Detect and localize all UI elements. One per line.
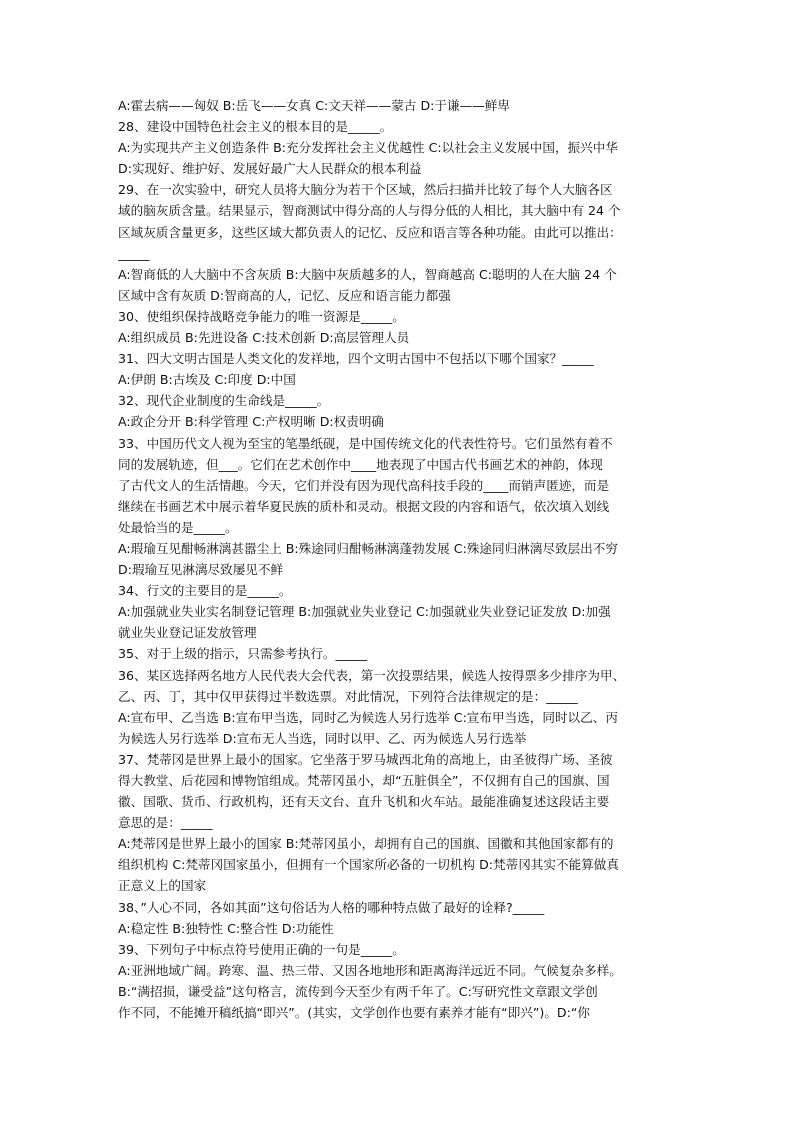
question-38: 38、”人心不同，各如其面”这句俗话为人格的哪种特点做了最好的诠释?_____ — [118, 899, 545, 915]
question-35: 35、对于上级的指示，只需参考执行。_____ — [118, 646, 368, 662]
question-34: 34、行文的主要目的是_____。 — [118, 583, 292, 599]
text-line: 域的脑灰质含量。结果显示，智商测试中得分高的人与得分低的人相比，其大脑中有 24 个 — [118, 203, 621, 219]
text-line: 为候选人另行选举 D:宣布无人当选，同时以甲、乙、丙为候选人另行选举 — [118, 730, 527, 746]
text-line: A:宣布甲、乙当选 B:宣布甲当选，同时乙为候选人另行选举 C:宣布甲当选，同时以乙、丙 — [118, 709, 618, 725]
text-line: 得大教堂、后花园和博物馆组成。梵蒂冈虽小，却“五脏俱全”，不仅拥有自己的国旗、国 — [118, 773, 610, 788]
text-line: A:为实现共产主义创造条件 B:充分发挥社会主义优越性 C:以社会主义发展中国，振兴中华 — [118, 140, 618, 156]
text-line: 正意义上的国家 — [118, 878, 207, 894]
question-37: 37、梵蒂冈是世界上最小的国家。它坐落于罗马城西北角的高地上，由圣彼得广场、圣彼 — [118, 751, 613, 767]
text-line: 继续在书画艺术中展示着华夏民族的质朴和灵动。根据文段的内容和语气，依次填入划线 — [118, 498, 610, 514]
text-line: A:稳定性 B:独特性 C:整合性 D:功能性 — [118, 920, 334, 936]
question-30: 30、使组织保持战略竞争能力的唯一资源是_____。 — [118, 308, 405, 324]
text-line: 同的发展轨迹，但___。它们在艺术创作中____地表现了中国古代书画艺术的神韵，体现 — [118, 456, 603, 472]
text-line: A:伊朗 B:古埃及 C:印度 D:中国 — [118, 372, 296, 388]
text-line: 区域灰质含量更多，这些区域大都负责人的记忆、反应和语言等各种功能。由此可以推出： — [118, 224, 622, 240]
text-line: 处最恰当的是_____。 — [118, 519, 238, 535]
text-line: A:瑕瑜互见酣畅淋漓甚嚣尘上 B:殊途同归酣畅淋漓蓬勃发展 C:殊途同归淋漓尽致层出不穷 — [118, 540, 618, 556]
text-line: A:加强就业失业实名制登记管理 B:加强就业失业登记 C:加强就业失业登记证发放 D:加强 — [118, 604, 611, 620]
text-line: A:亚洲地域广阔。跨寒、温、热三带、又因各地地形和距离海洋远近不同。气候复杂多样。 — [118, 962, 622, 978]
text-line: A:智商低的人大脑中不含灰质 B:大脑中灰质越多的人，智商越高 C:聪明的人在大脑 24 个 — [118, 266, 617, 282]
text-line: 就业失业登记证发放管理 — [118, 625, 257, 641]
text-line: A:组织成员 B:先进设备 C:技术创新 D:高层管理人员 — [118, 330, 410, 346]
text-line: B:“满招损，谦受益”这句格言，流传到今天至少有两千年了。C:写研究性文章跟文学创 — [118, 983, 598, 999]
text-line: 意思的是：_____ — [118, 815, 213, 831]
question-29: 29、在一次实验中，研究人员将大脑分为若干个区域，然后扫描并比较了每个人大脑各区 — [118, 182, 613, 198]
text-line: _____ — [118, 245, 150, 261]
text-line: D:瑕瑜互见淋漓尽致屡见不鲜 — [118, 562, 284, 578]
text-line: 了古代文人的生活情趣。今天，它们并没有因为现代高科技手段的____而销声匿迹，而是 — [118, 477, 610, 493]
text-line: D:实现好、维护好、发展好最广大人民群众的根本利益 — [118, 161, 422, 177]
question-33: 33、中国历代文人视为至宝的笔墨纸砚，是中国传统文化的代表性符号。它们虽然有着不 — [118, 435, 613, 451]
text-line: 作不同，不能摊开稿纸搞“即兴”。(其实，文学创作也要有素养才能有“即兴”)。D:“你 — [118, 1005, 590, 1021]
question-28: 28、建设中国特色社会主义的根本目的是_____。 — [118, 119, 393, 135]
document-page — [118, 95, 674, 1023]
text-line: A:政企分开 B:科学管理 C:产权明晰 D:权责明确 — [118, 414, 385, 430]
text-line: A:梵蒂冈是世界上最小的国家 B:梵蒂冈虽小，却拥有自己的国旗、国徽和其他国家都有的 — [118, 836, 614, 852]
question-36: 36、某区选择两名地方人民代表大会代表，第一次投票结果，候选人按得票多少排序为甲、 — [118, 667, 626, 683]
text-line: 区域中含有灰质 D:智商高的人，记忆、反应和语言能力都强 — [118, 287, 451, 303]
text-line: A:霍去病——匈奴 B:岳飞——女真 C:文天祥——蒙古 D:于谦——鲜卑 — [118, 98, 510, 113]
text-line: 组织机构 C:梵蒂冈国家虽小，但拥有一个国家所必备的一切机构 D:梵蒂冈其实不能算做真 — [118, 857, 619, 873]
question-31: 31、四大文明古国是人类文化的发祥地，四个文明古国中不包括以下哪个国家？_____ — [118, 351, 594, 367]
question-39: 39、下列句子中标点符号使用正确的一句是_____。 — [118, 941, 405, 957]
text-line: 乙、丙、丁，其中仅甲获得过半数选票。对此情况，下列符合法律规定的是：_____ — [118, 688, 578, 704]
text-line: 徽、国歌、货币、行政机构，还有天文台、直升飞机和火车站。最能准确复述这段话主要 — [118, 794, 610, 810]
question-32: 32、现代企业制度的生命线是_____。 — [118, 393, 330, 409]
